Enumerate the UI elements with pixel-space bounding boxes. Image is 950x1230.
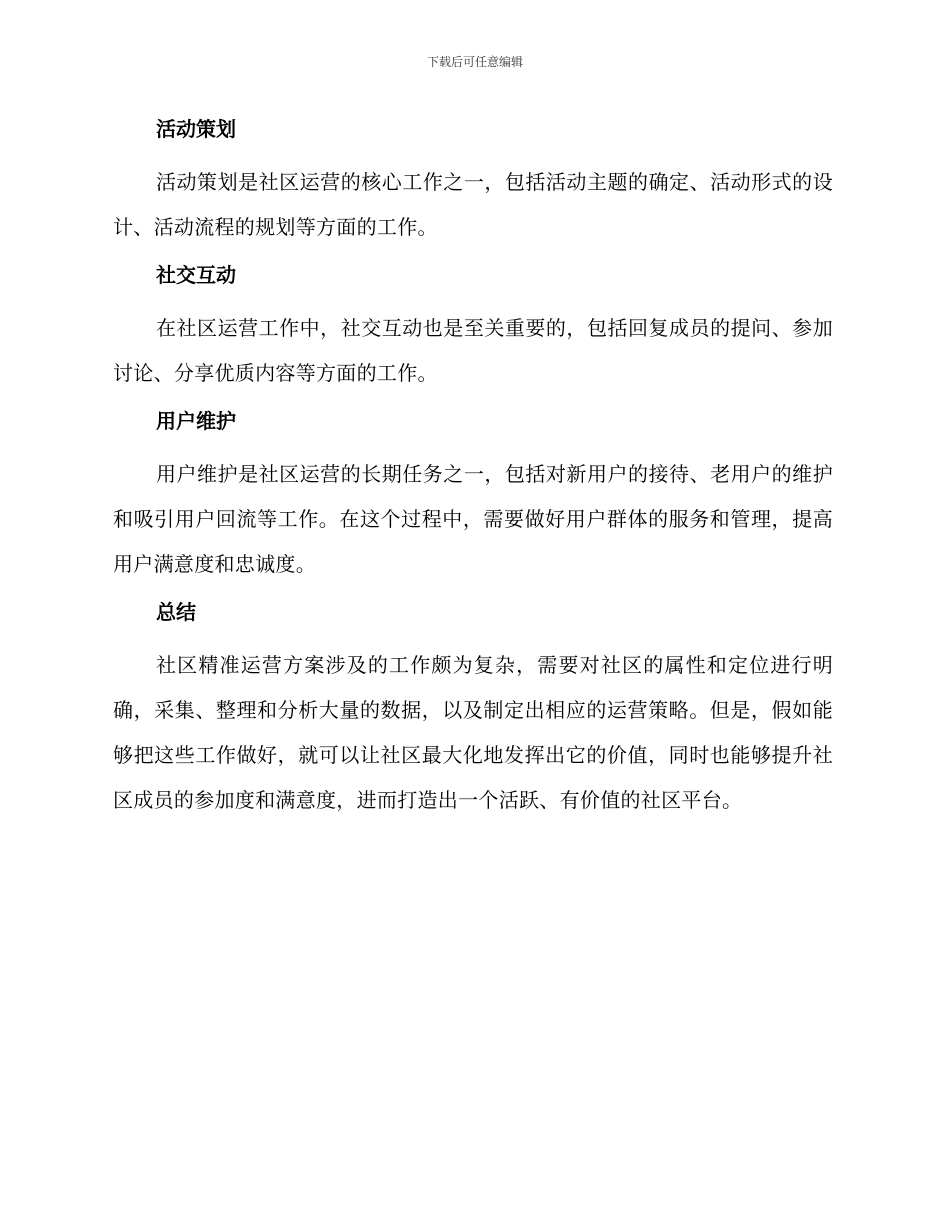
section-paragraph-summary: 社区精准运营方案涉及的工作颇为复杂，需要对社区的属性和定位进行明确，采集、整理和分析大量的数据，以及制定出相应的运营策略。但是，假如能够把这些工作做好，就可以让社区最大化地发挥出它的价值，同时也能够提升社区成员的参加度和满意度，进而打造出一个活跃、有价值的社区平台。 <box>113 653 833 812</box>
section-heading-summary: 总结 <box>156 600 196 624</box>
document-body <box>113 110 833 823</box>
section-heading-user-maintenance: 用户维护 <box>156 409 236 433</box>
section-paragraph-social-interaction: 在社区运营工作中，社交互动也是至关重要的，包括回复成员的提问、参加讨论、分享优质内容等方面的工作。 <box>113 316 833 385</box>
section-paragraph-user-maintenance: 用户维护是社区运营的长期任务之一，包括对新用户的接待、老用户的维护和吸引用户回流等工作。在这个过程中，需要做好用户群体的服务和管理，提高用户满意度和忠诚度。 <box>113 462 833 576</box>
section-heading-social-interaction: 社交互动 <box>156 263 236 287</box>
section-paragraph-activity-planning: 活动策划是社区运营的核心工作之一，包括活动主题的确定、活动形式的设计、活动流程的规划等方面的工作。 <box>113 170 833 239</box>
page-header-note: 下载后可任意编辑 <box>426 55 523 69</box>
section-heading-activity-planning: 活动策划 <box>156 117 236 141</box>
